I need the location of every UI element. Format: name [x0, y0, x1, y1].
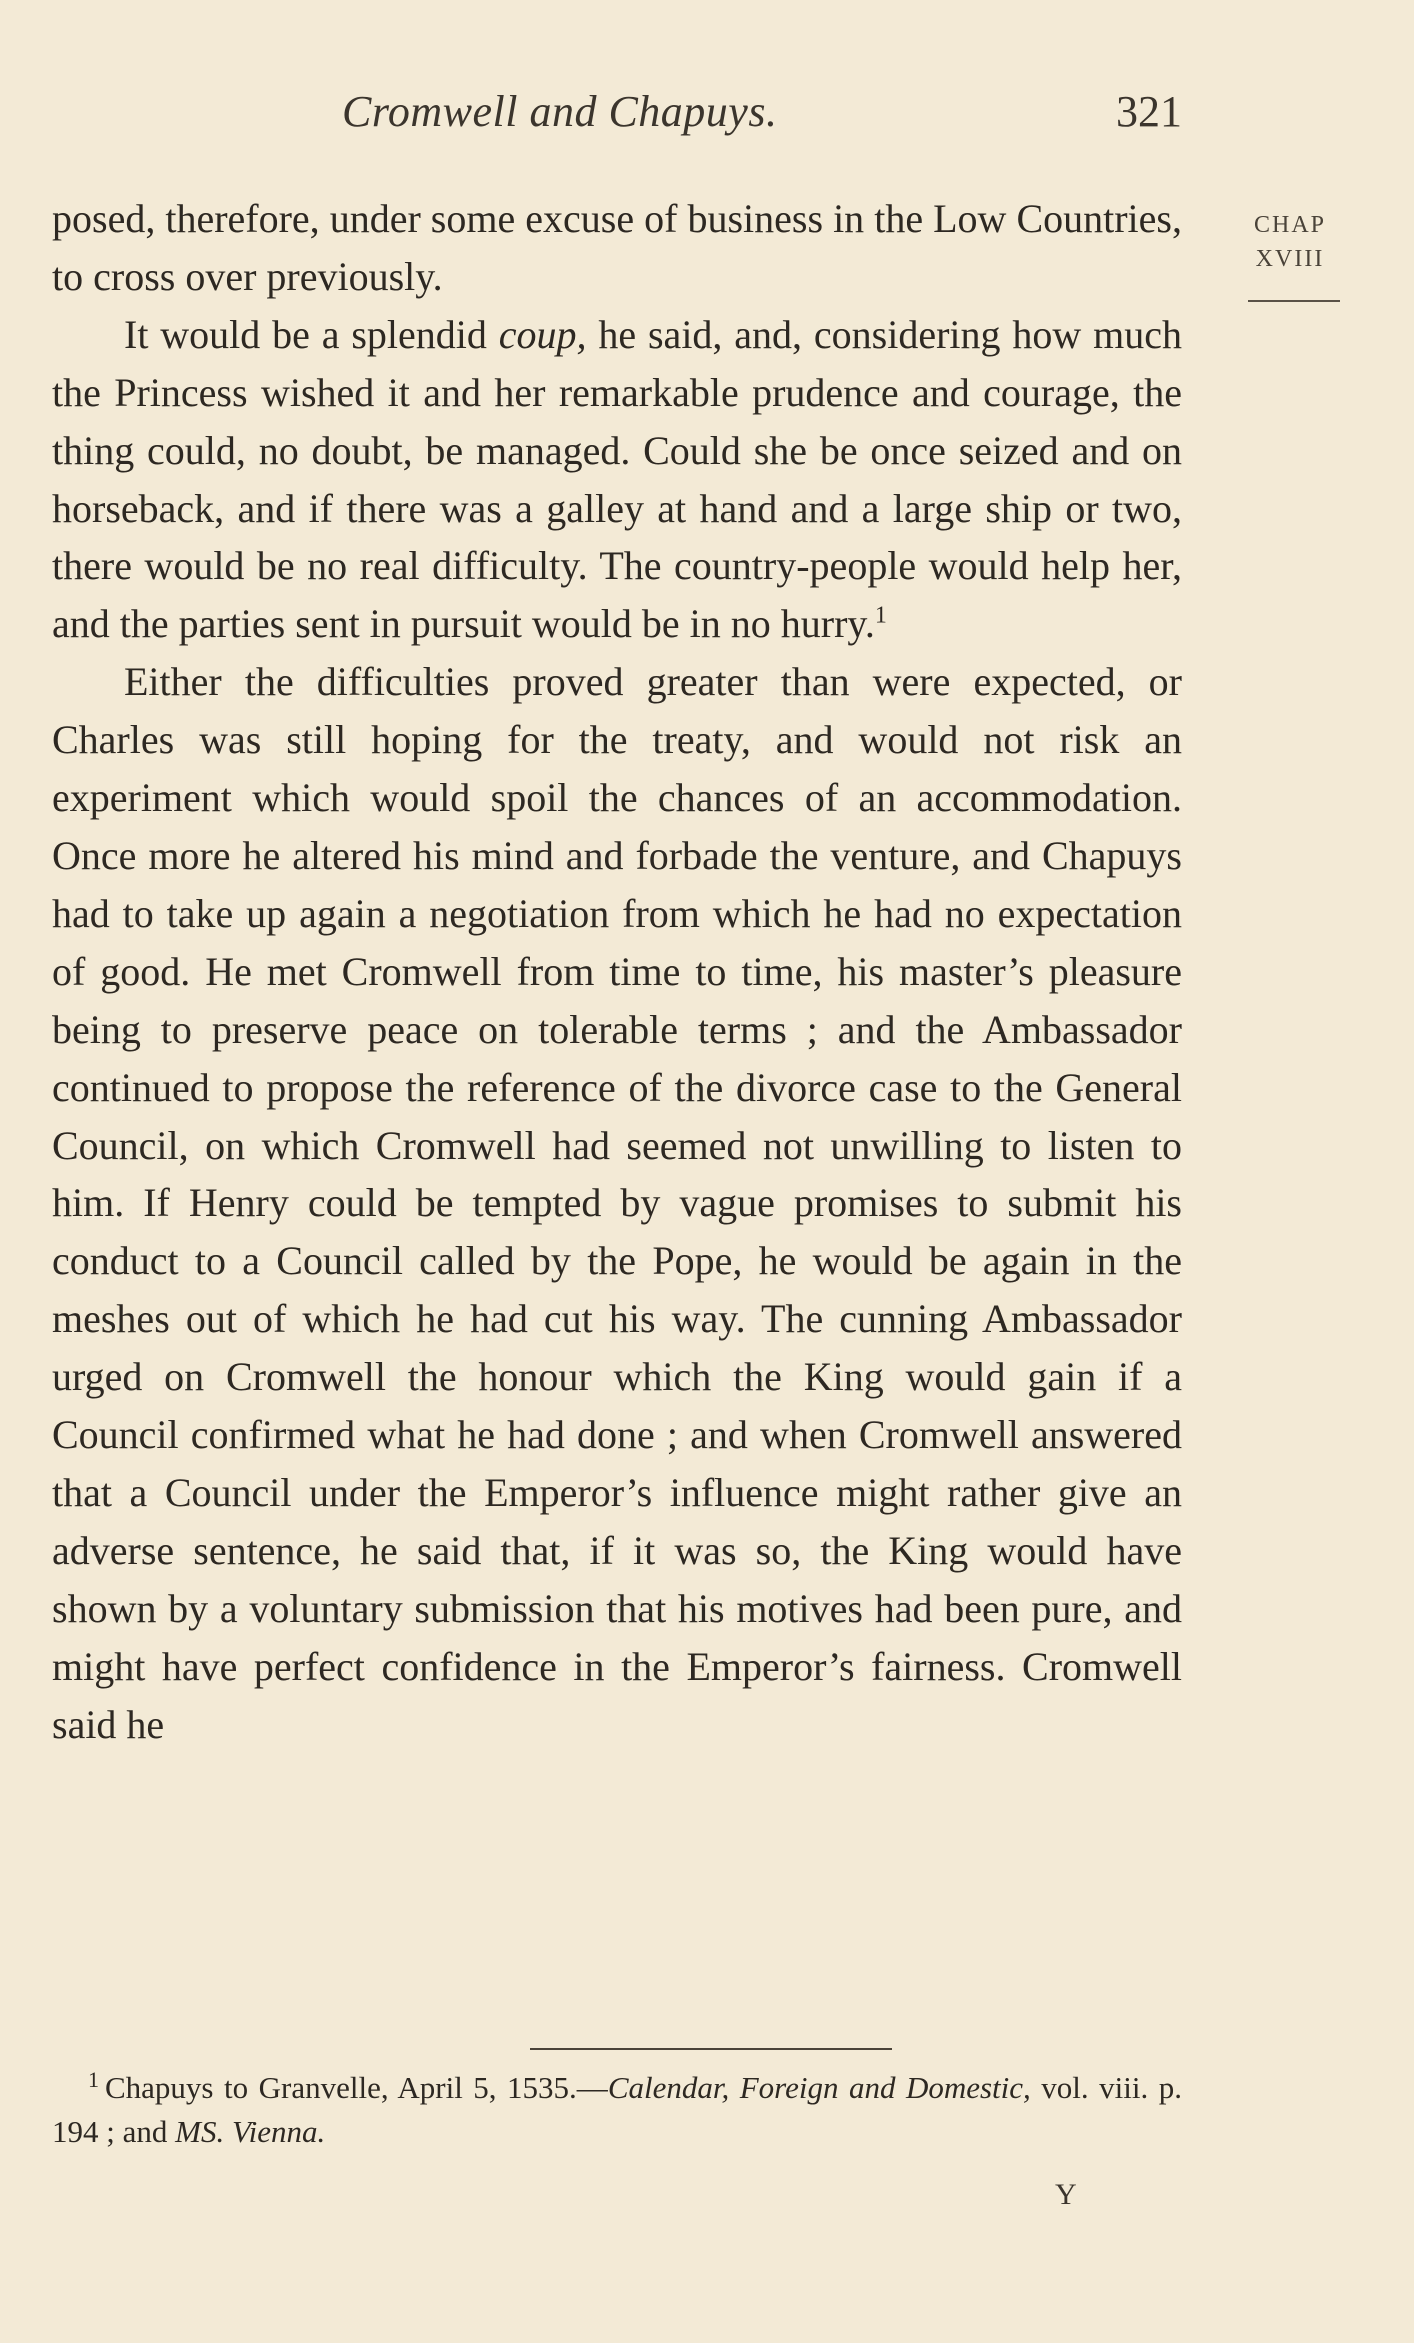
footnote-italic-1: Calendar, Foreign and Domestic,: [607, 2070, 1031, 2105]
body-text: [52, 190, 1182, 1753]
margin-note-rule: [1248, 300, 1340, 302]
footnote-reference[interactable]: 1: [874, 603, 887, 630]
paragraph-3: Either the difficulties proved greater than were expected, or Charles was still hoping for the treaty, and would not risk an experiment which would spoil the chances of an accommodation. Once more he altered his mind and forbade the venture, and Chapuys had to take up again a negotiation from which he had no expectation of good. He met Cromwell from time to time, his master’s pleasure being to preserve peace on tolerable terms ; and the Ambassador continued to propose the reference of the divorce case to the General Council, on which Cromwell had seemed not unwilling to listen to him. If Henry could be tempted by vague promises to submit his conduct to a Council called by the Pope, he would be again in the meshes out of which he had cut his way. The cunning Ambassador urged on Cromwell the honour which the King would gain if a Council confirmed what he had done ; and when Cromwell answered that a Council under the Emperor’s influence might rather give an adverse sentence, he said that, if it was so, the King would have shown by a voluntary submission that his motives had been pure, and might have perfect confidence in the Emperor’s fairness. Cromwell said he: [52, 659, 1182, 1747]
footnote-italic-2: MS. Vienna.: [175, 2114, 326, 2149]
running-head: [52, 86, 1182, 146]
signature-mark: Y: [1055, 2178, 1077, 2211]
footnote-number: 1: [88, 2066, 99, 2092]
paragraph-2-start: It would be a splendid: [124, 311, 499, 357]
paragraph-2-rest: he said, and, considering how much the Princess wished it and her remarkable prudence and courage, the thing could, no doubt, be managed. Could she be once seized and on horseback, and if there was a galley at hand and a large ship or two, there would be no real difficulty. The country-people would help her, and the parties sent in pursuit would be in no hurry.: [52, 311, 1182, 647]
footnotes: [52, 2066, 1182, 2154]
chapter-margin-note: [1240, 208, 1340, 276]
paragraph-2-italic: coup,: [498, 311, 587, 357]
page-number: 321: [1116, 87, 1182, 136]
paragraph-1: posed, therefore, under some excuse of business in the Low Countries, to cross over previously.: [52, 196, 1182, 299]
paragraph-2: [52, 306, 1182, 653]
footnote-rule: [530, 2048, 892, 2050]
footnote-text-2: vol. viii. p. 194 ; and: [52, 2070, 1182, 2149]
margin-note-line-2: XVIII: [1255, 246, 1325, 272]
running-title: Cromwell and Chapuys.: [342, 87, 778, 136]
margin-note-line-1: CHAP: [1253, 212, 1327, 238]
footnote-text-1: Chapuys to Granvelle, April 5, 1535.—: [105, 2070, 608, 2105]
